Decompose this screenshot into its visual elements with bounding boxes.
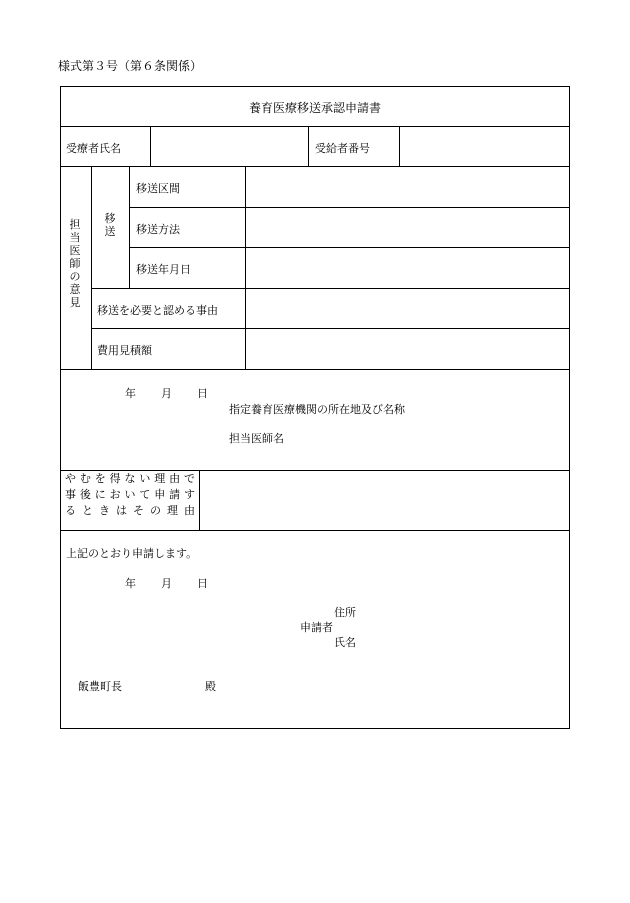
rule — [399, 126, 400, 166]
declaration-text: 上記のとおり申請します。 — [66, 547, 198, 560]
cost-estimate-field[interactable] — [248, 331, 567, 366]
late-reason-line: 事後において申請す — [65, 488, 195, 501]
vertical-char: 当 — [69, 231, 81, 244]
transfer-reason-field[interactable] — [248, 291, 567, 325]
rule — [60, 126, 570, 127]
transfer-method-label: 移送方法 — [136, 223, 180, 236]
patient-name-field[interactable] — [153, 129, 305, 163]
vertical-char: 担 — [69, 218, 81, 231]
late-reason-label — [65, 471, 195, 519]
honorific: 殿 — [205, 680, 216, 693]
late-reason-field[interactable] — [202, 473, 567, 527]
transfer-date-label: 移送年月日 — [136, 263, 191, 276]
late-reason-line: るときはその理由 — [65, 504, 195, 517]
vertical-char: の — [69, 270, 81, 283]
rule — [60, 530, 570, 531]
vertical-char: 移 — [104, 212, 116, 225]
form-title: 養育医療移送承認申請書 — [248, 101, 381, 115]
rule — [245, 166, 246, 369]
application-date-day: 日 — [197, 577, 208, 590]
doctor-date-day: 日 — [197, 387, 208, 400]
transfer-section-field[interactable] — [248, 169, 567, 204]
rule — [60, 369, 570, 370]
transfer-label — [103, 212, 117, 238]
address-label: 住所 — [334, 606, 356, 619]
applicant-name-label: 氏名 — [334, 636, 356, 649]
rule — [150, 126, 151, 166]
rule — [91, 288, 570, 289]
vertical-char: 見 — [69, 296, 81, 309]
applicant-label: 申請者 — [300, 621, 333, 634]
late-reason-line: やむを得ない理由で — [65, 472, 195, 485]
addressee: 飯豊町長 — [78, 680, 122, 693]
rule — [129, 247, 570, 248]
transfer-section-label: 移送区間 — [136, 182, 180, 195]
doctor-opinion-label — [68, 218, 82, 309]
rule — [199, 470, 200, 530]
vertical-char: 送 — [104, 225, 116, 238]
transfer-date-field[interactable] — [248, 250, 567, 285]
rule — [60, 166, 570, 167]
rule — [129, 207, 570, 208]
rule — [91, 328, 570, 329]
vertical-char: 意 — [69, 283, 81, 296]
doctor-date-month: 月 — [161, 387, 172, 400]
form-number: 様式第３号（第６条関係） — [58, 59, 203, 73]
application-date-year: 年 — [125, 577, 136, 590]
doctor-name-label: 担当医師名 — [229, 432, 284, 445]
recipient-number-label: 受給者番号 — [315, 142, 370, 155]
cost-estimate-label: 費用見積額 — [97, 344, 152, 357]
vertical-char: 師 — [69, 257, 81, 270]
patient-name-label: 受療者氏名 — [66, 142, 121, 155]
rule — [91, 166, 92, 369]
rule — [129, 166, 130, 288]
transfer-reason-label: 移送を必要と認める事由 — [97, 304, 218, 317]
institution-label: 指定養育医療機関の所在地及び名称 — [229, 403, 405, 416]
recipient-number-field[interactable] — [402, 129, 567, 163]
application-date-month: 月 — [161, 577, 172, 590]
rule — [308, 126, 309, 166]
doctor-date-year: 年 — [125, 387, 136, 400]
vertical-char: 医 — [69, 244, 81, 257]
transfer-method-field[interactable] — [248, 210, 567, 244]
